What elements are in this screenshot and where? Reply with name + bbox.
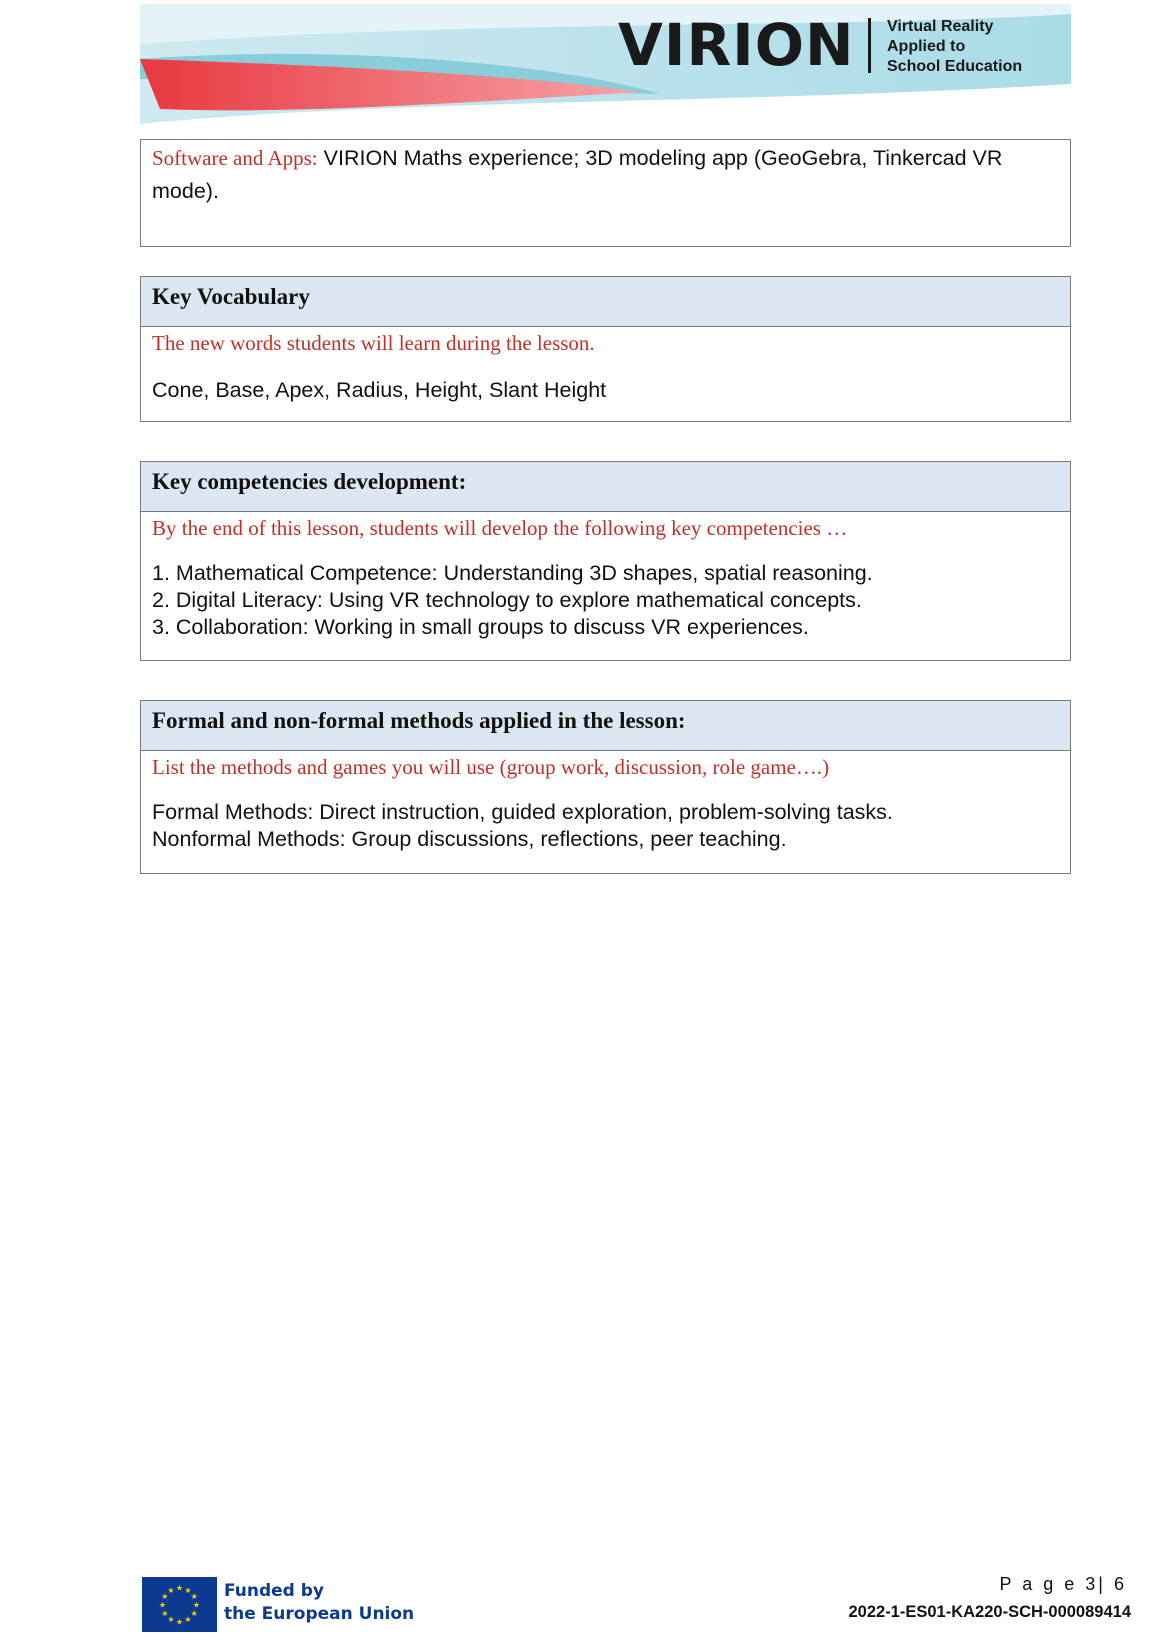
competencies-list — [152, 560, 873, 641]
page-number: P a g e 3| 6 — [999, 1574, 1127, 1594]
eu-star-icon: ★ — [175, 1583, 184, 1593]
tagline-line-3: School Education — [887, 58, 1023, 75]
logo-tagline — [887, 17, 1022, 77]
methods-hint: List the methods and games you will use (group work, discussion, role game….) — [152, 755, 830, 779]
virion-logo: VIRION — [618, 11, 855, 79]
page-total: 6 — [1113, 1574, 1127, 1594]
methods-list — [152, 799, 893, 853]
list-item: 2. Digital Literacy: Using VR technology to explore mathematical concepts. — [152, 588, 862, 612]
software-box — [140, 139, 1071, 247]
competencies-box — [140, 461, 1071, 661]
eu-star-icon: ★ — [190, 1592, 198, 1601]
list-item: Formal Methods: Direct instruction, guided exploration, problem-solving tasks. — [152, 800, 893, 824]
software-label: Software and Apps: — [152, 146, 318, 170]
funded-line-2: the European Union — [224, 1604, 415, 1624]
eu-star-icon: ★ — [184, 1615, 192, 1625]
funded-line-1: Funded by — [224, 1581, 325, 1601]
methods-title: Formal and non-formal methods applied in the lesson: — [141, 701, 1070, 751]
eu-stars-icon — [142, 1577, 217, 1632]
eu-star-icon: ★ — [161, 1592, 169, 1601]
tagline-line-1: Virtual Reality — [887, 18, 994, 35]
eu-star-icon: ★ — [192, 1600, 201, 1610]
tagline-line-2: Applied to — [887, 38, 966, 55]
list-item: Nonformal Methods: Group discussions, reflections, peer teaching. — [152, 827, 787, 851]
funded-by-eu — [224, 1580, 414, 1626]
eu-star-icon: ★ — [161, 1609, 169, 1618]
eu-star-icon: ★ — [158, 1600, 167, 1610]
page-label: P a g e — [999, 1574, 1078, 1594]
eu-flag — [142, 1577, 217, 1632]
project-code: 2022-1-ES01-KA220-SCH-000089414 — [848, 1603, 1131, 1621]
competencies-hint: By the end of this lesson, students will develop the following key competencies … — [152, 516, 848, 540]
eu-star-icon: ★ — [175, 1617, 184, 1627]
eu-star-icon: ★ — [167, 1585, 175, 1595]
page-current: 3 — [1085, 1574, 1099, 1594]
competencies-title: Key competencies development: — [141, 462, 1070, 512]
vocabulary-words: Cone, Base, Apex, Radius, Height, Slant Height — [152, 378, 607, 402]
software-content — [141, 140, 1070, 209]
eu-star-icon: ★ — [167, 1615, 175, 1625]
methods-box — [140, 700, 1071, 874]
list-item: 1. Mathematical Competence: Understanding 3D shapes, spatial reasoning. — [152, 561, 873, 585]
list-item: 3. Collaboration: Working in small groups to discuss VR experiences. — [152, 615, 809, 639]
header-banner — [140, 4, 1071, 134]
logo-separator — [868, 18, 871, 73]
vocabulary-hint: The new words students will learn during the lesson. — [152, 331, 595, 355]
vocabulary-box — [140, 276, 1071, 422]
software-text: VIRION Maths experience; 3D modeling app (GeoGebra, Tinkercad VR mode). — [152, 146, 1003, 203]
vocabulary-title: Key Vocabulary — [141, 277, 1070, 327]
eu-star-icon: ★ — [184, 1585, 192, 1595]
eu-star-icon: ★ — [190, 1609, 198, 1618]
